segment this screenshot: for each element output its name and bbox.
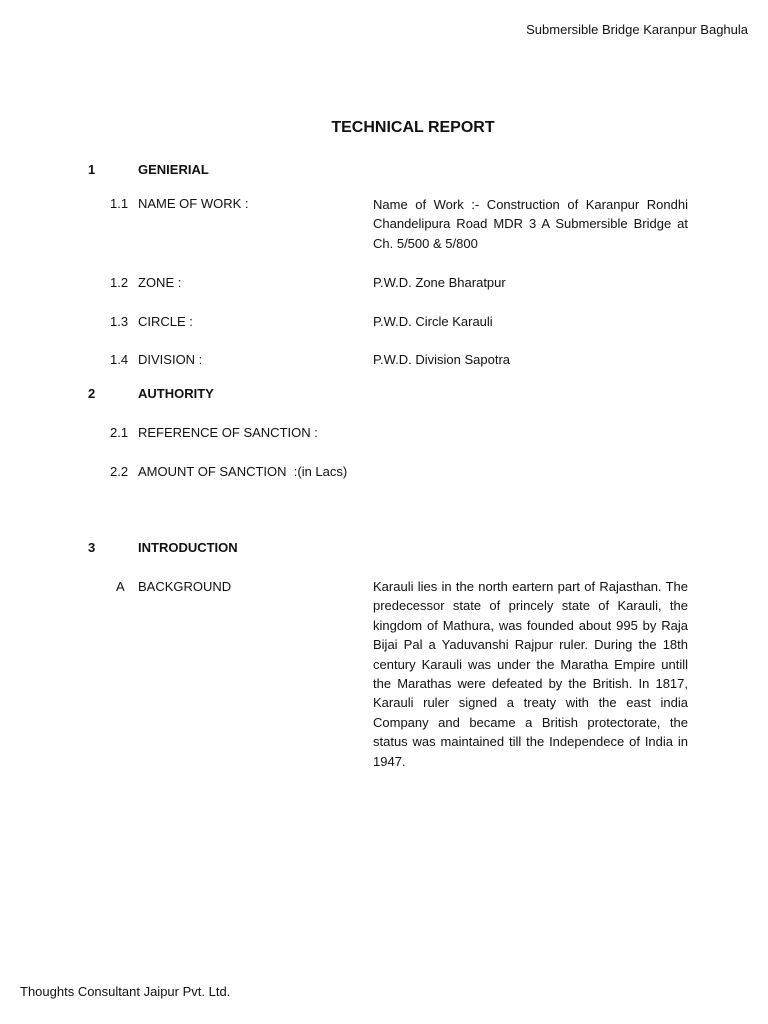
item-letter: A (116, 579, 125, 594)
item-number: 2.2 (110, 464, 129, 479)
item-label: AMOUNT OF SANCTION :(in Lacs) (138, 464, 348, 479)
item-number: 2.1 (110, 425, 129, 440)
header-project-name: Submersible Bridge Karanpur Baghula (526, 22, 748, 37)
item-label: BACKGROUND (138, 579, 232, 594)
item-value: P.W.D. Circle Karauli (373, 314, 493, 329)
item-label: NAME OF WORK : (138, 196, 249, 211)
section-number: 3 (88, 540, 96, 555)
item-value: P.W.D. Zone Bharatpur (373, 275, 506, 290)
item-number: 1.4 (110, 352, 129, 367)
item-number: 1.2 (110, 275, 129, 290)
item-number: 1.1 (110, 196, 129, 211)
section-heading: INTRODUCTION (138, 540, 238, 555)
background-paragraph: Karauli lies in the north eartern part of Rajasthan. The predecessor state of princely state of Karauli, the kingdom of Mathura, was founded about 995 by Raja Bijai Pal a Yaduvanshi Rajpur ruler. During the 18th century Karauli was under the Maratha Empire untill the Marathas were defeated by the British. In 1817, Karauli ruler signed a treaty with the east india Company and became a British protectorate, the status was maintained till the Independece of India in 1947. (373, 579, 688, 769)
section-heading: GENIERIAL (138, 162, 209, 177)
report-title: TECHNICAL REPORT (331, 119, 495, 136)
item-label: DIVISION : (138, 352, 203, 367)
item-value: P.W.D. Division Sapotra (373, 352, 511, 367)
section-number: 2 (88, 386, 96, 401)
footer-company: Thoughts Consultant Jaipur Pvt. Ltd. (20, 984, 231, 999)
item-value: Name of Work :- Construction of Karanpur Rondhi Chandelipura Road MDR 3 A Submersible Bridge at Ch. 5/500 & 5/800 (373, 197, 688, 251)
item-label: REFERENCE OF SANCTION : (138, 425, 318, 440)
section-number: 1 (88, 162, 96, 177)
item-label: ZONE : (138, 275, 182, 290)
item-number: 1.3 (110, 314, 129, 329)
section-heading: AUTHORITY (138, 386, 214, 401)
item-label: CIRCLE : (138, 314, 193, 329)
